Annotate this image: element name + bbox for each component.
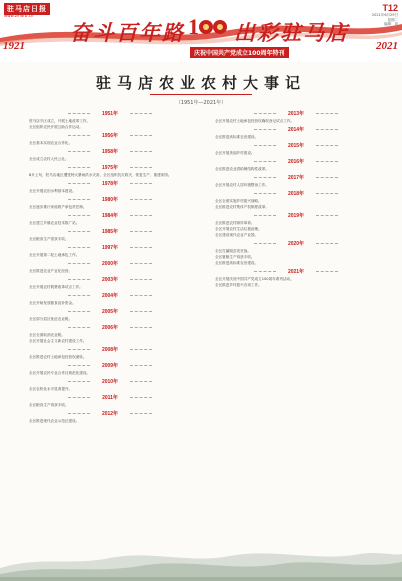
timeline-entry — [20, 196, 200, 210]
year-start: 1921 — [3, 40, 25, 52]
timeline-entry — [20, 324, 200, 344]
year-heading: 2005年 — [92, 308, 128, 315]
year-heading: 2010年 — [92, 378, 128, 385]
year-heading: 2006年 — [92, 324, 128, 331]
centenary-emblem-icon — [186, 12, 230, 42]
page-number: T12 — [382, 3, 398, 13]
year-heading: 2019年 — [278, 212, 314, 219]
timeline-entry — [206, 190, 386, 210]
timeline-entry — [206, 240, 386, 266]
paper-logo: 驻马店日报 — [4, 3, 50, 15]
event-text: 全区推进高标准农田建设。 — [215, 135, 259, 139]
event-text: 全区逐步推行家庭联产承包责任制。 — [29, 205, 87, 209]
event-text: 全区打赢脱贫攻坚战。 — [215, 249, 251, 253]
event-text: 全区开展农村土地承包经营权确权登记试点工作。 — [215, 119, 295, 123]
year-heading: 2011年 — [92, 394, 128, 401]
timeline-entry — [20, 260, 200, 274]
timeline-entry — [206, 268, 386, 288]
issue-weekday: 星期二 — [387, 17, 398, 22]
timeline-left-column — [20, 108, 200, 425]
event-text: 全区开展第二轮土地承包工作。 — [29, 253, 80, 257]
event-text: 全区全面取消农业税。 — [29, 333, 65, 337]
svg-text:1: 1 — [188, 14, 199, 39]
timeline-entry — [20, 362, 200, 376]
timeline-entry — [206, 158, 386, 172]
event-text: 全区成立农村人民公社。 — [29, 157, 69, 161]
event-text: 全区基本实现农业合作化。 — [29, 141, 73, 145]
event-text: 全区开始发放粮食直补资金。 — [29, 301, 76, 305]
year-heading: 1958年 — [92, 148, 128, 155]
page-title: 驻马店农业农村大事记 — [95, 75, 306, 92]
timeline-entry — [20, 110, 200, 130]
event-text: 全区全面实施乡村振兴战略。 — [215, 199, 262, 203]
editor-credit: 编辑：刘 — [384, 22, 398, 26]
page-subtitle: （1951年—2021年） — [175, 100, 227, 106]
timeline-entry — [20, 132, 200, 146]
event-text: 全区粮食生产喜获丰收。 — [29, 237, 69, 241]
year-heading: 2017年 — [278, 174, 314, 181]
event-text: 驻马店专区成立，开展土地改革工作。 — [29, 119, 91, 123]
event-text: 全区推进农业供给侧结构性改革。 — [215, 167, 269, 171]
timeline-entry — [20, 292, 200, 306]
event-text: 全区农机化水平显著提升。 — [29, 387, 73, 391]
year-heading: 2013年 — [278, 110, 314, 117]
event-text: 全区推进农业产业化经营。 — [29, 269, 73, 273]
timeline-entry — [20, 378, 200, 392]
event-text: 全区建设现代农业产业园。 — [215, 233, 259, 237]
timeline-entry — [206, 126, 386, 140]
year-heading: 2000年 — [92, 260, 128, 267]
event-text: 全区粮食生产再获丰收。 — [29, 403, 69, 407]
timeline-entry — [20, 228, 200, 242]
timeline-entry — [206, 142, 386, 156]
year-heading: 2003年 — [92, 276, 128, 283]
year-heading: 1985年 — [92, 228, 128, 235]
year-heading: 2015年 — [278, 142, 314, 149]
timeline-entry — [20, 244, 200, 258]
year-heading: 1997年 — [92, 244, 128, 251]
issue-date: 2021年6月29日 — [371, 13, 398, 17]
year-heading: 2008年 — [92, 346, 128, 353]
event-text: 全区开展农村生活垃圾治理。 — [215, 227, 262, 231]
event-text: 全区组织农民开展互助合作运动。 — [29, 125, 83, 129]
timeline-entry — [206, 110, 386, 124]
timeline-entry — [206, 174, 386, 188]
event-text: 全区夏粮生产再获丰收。 — [215, 255, 255, 259]
event-text: 全区推进乡村振兴各项工作。 — [215, 283, 262, 287]
event-text: 全区开展美丽乡村建设。 — [215, 151, 255, 155]
sub-slogan: 庆祝中国共产党成立100周年特刊 — [190, 47, 289, 58]
title-divider — [150, 94, 252, 95]
page-info — [358, 3, 398, 27]
timeline-entry — [20, 164, 200, 178]
slogan-left: 奋斗百年路 — [70, 21, 185, 45]
event-text: 全区开展农民专业合作社规范化建设。 — [29, 371, 91, 375]
event-text: 全区开展农村税费改革试点工作。 — [29, 285, 83, 289]
event-text: 全区推进高标准农田建设。 — [215, 261, 259, 265]
timeline-entry — [20, 346, 200, 360]
year-heading: 2014年 — [278, 126, 314, 133]
year-heading: 2016年 — [278, 158, 314, 165]
event-text: 全区开展农田水利基本建设。 — [29, 189, 76, 193]
event-text: 全区开展社会主义新农村建设工作。 — [29, 339, 87, 343]
year-heading: 2004年 — [92, 292, 128, 299]
year-heading: 2009年 — [92, 362, 128, 369]
timeline-entry — [20, 212, 200, 226]
year-heading: 1956年 — [92, 132, 128, 139]
year-heading: 2018年 — [278, 190, 314, 197]
timeline-entry — [20, 276, 200, 290]
timeline-right-column — [206, 108, 386, 289]
year-heading: 1978年 — [92, 180, 128, 187]
timeline-entry — [206, 212, 386, 238]
timeline-entry — [20, 394, 200, 408]
timeline-entry — [20, 410, 200, 424]
event-text: 全区开展农村人居环境整治工作。 — [215, 183, 269, 187]
event-text: 全区推进农村土地承包经营权流转。 — [29, 355, 87, 359]
paper-url: www.zmdrb.cn — [4, 13, 34, 18]
slogan-right: 出彩驻马店 — [234, 21, 349, 45]
event-text: 全区部分县区免征农业税。 — [29, 317, 73, 321]
year-heading: 1984年 — [92, 212, 128, 219]
year-heading: 2020年 — [278, 240, 314, 247]
year-heading: 2021年 — [278, 268, 314, 275]
timeline-entry — [20, 308, 200, 322]
year-heading: 1951年 — [92, 110, 128, 117]
event-text: 全区开展庆祝中国共产党成立100周年系列活动。 — [215, 277, 294, 281]
year-end: 2021 — [376, 40, 398, 52]
masthead — [0, 0, 402, 62]
event-text: 全区推进农村厕所革命。 — [215, 221, 255, 225]
year-heading: 2012年 — [92, 410, 128, 417]
timeline-entry — [20, 180, 200, 194]
event-text: 全区建立乡镇农业技术推广站。 — [29, 221, 80, 225]
event-text: 全区推进现代农业示范区建设。 — [29, 419, 80, 423]
year-heading: 1975年 — [92, 164, 128, 171]
year-heading: 1980年 — [92, 196, 128, 203]
landscape-footer-illustration — [0, 548, 402, 581]
event-text: 8月上旬，驻马店地区遭受特大暴雨洪水灾害，全区组织抗灾救灾、恢复生产、重建家园。 — [29, 173, 172, 177]
timeline-entry — [20, 148, 200, 162]
event-text: 全区推进农村集体产权制度改革。 — [215, 205, 269, 209]
